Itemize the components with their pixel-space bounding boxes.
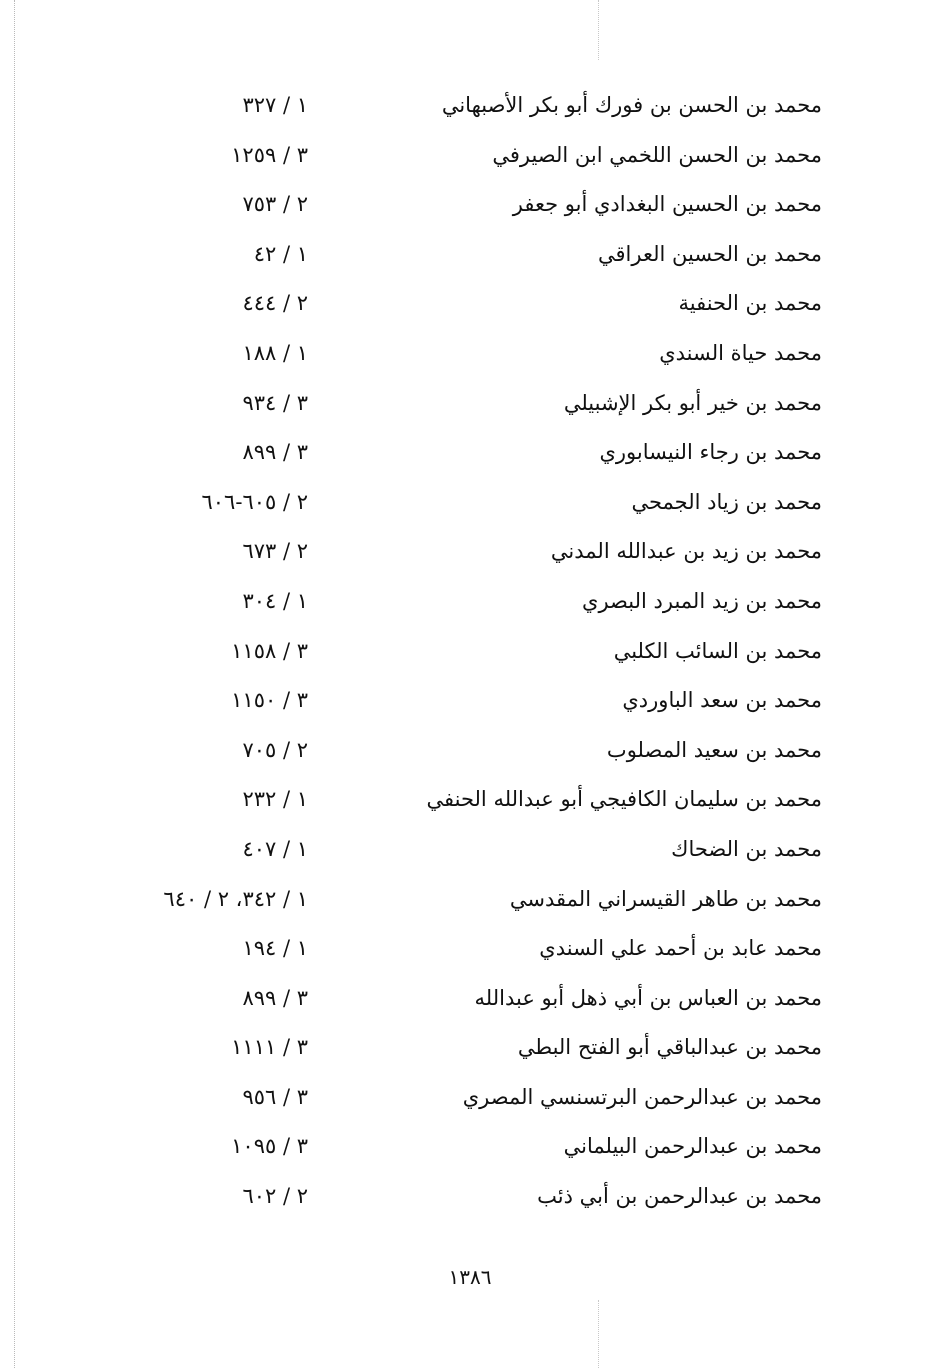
entry-name: محمد بن زيد المبرد البصري bbox=[582, 588, 822, 613]
entry-reference: ١ / ٣٤٢، ٢ / ٦٤٠ bbox=[163, 886, 308, 911]
index-entry bbox=[90, 677, 830, 727]
index-entry bbox=[90, 380, 830, 430]
index-entry bbox=[90, 1024, 830, 1074]
page-number-text: ١٣٨٦ bbox=[448, 1265, 492, 1289]
entry-name: محمد بن عبدالرحمن البيلماني bbox=[563, 1134, 822, 1159]
entry-name: محمد بن سعيد المصلوب bbox=[606, 737, 822, 762]
index-entry bbox=[90, 826, 830, 876]
entry-reference: ٢ / ٦٧٣ bbox=[242, 539, 308, 564]
entry-name: محمد حياة السندي bbox=[659, 340, 822, 365]
index-entry bbox=[90, 429, 830, 479]
index-entry bbox=[90, 628, 830, 678]
entry-reference: ١ / ٤٠٧ bbox=[242, 836, 308, 861]
entry-reference: ٣ / ١١١١ bbox=[231, 1035, 308, 1060]
scan-edge-dots-top bbox=[598, 0, 599, 60]
entry-reference: ١ / ٣٠٤ bbox=[242, 588, 308, 613]
entry-reference: ٣ / ٩٥٦ bbox=[242, 1084, 308, 1109]
index-entry bbox=[90, 975, 830, 1025]
entry-name: محمد عابد بن أحمد علي السندي bbox=[539, 936, 822, 961]
entry-reference: ١ / ١٨٨ bbox=[242, 340, 308, 365]
index-entry bbox=[90, 727, 830, 777]
index-entry bbox=[90, 82, 830, 132]
entry-name: محمد بن عبدالباقي أبو الفتح البطي bbox=[517, 1035, 822, 1060]
index-entry bbox=[90, 528, 830, 578]
entry-reference: ١ / ١٩٤ bbox=[242, 936, 308, 961]
entry-name: محمد بن خير أبو بكر الإشبيلي bbox=[563, 390, 822, 415]
entry-name: محمد بن سليمان الكافيجي أبو عبدالله الحنفي bbox=[426, 787, 822, 812]
entry-name: محمد بن طاهر القيسراني المقدسي bbox=[509, 886, 822, 911]
index-entry bbox=[90, 280, 830, 330]
entry-reference: ٣ / ١٠٩٥ bbox=[231, 1134, 308, 1159]
index-entry bbox=[90, 1123, 830, 1173]
entry-reference: ٣ / ١٢٥٩ bbox=[231, 142, 308, 167]
entry-reference: ٣ / ١١٥٠ bbox=[231, 688, 308, 713]
entry-name: محمد بن الحسن بن فورك أبو بكر الأصبهاني bbox=[441, 93, 822, 117]
index-entry bbox=[90, 776, 830, 826]
entry-name: محمد بن الحسن اللخمي ابن الصيرفي bbox=[492, 142, 822, 167]
entry-reference: ٢ / ٧٥٣ bbox=[242, 192, 308, 217]
index-entry bbox=[90, 1074, 830, 1124]
index-entry bbox=[90, 330, 830, 380]
entry-reference: ٢ / ٦٠٢ bbox=[242, 1184, 308, 1209]
entry-reference: ١ / ٣٢٧ bbox=[242, 93, 308, 117]
entry-name: محمد بن زيد بن عبدالله المدني bbox=[550, 539, 822, 564]
entry-reference: ٣ / ١١٥٨ bbox=[231, 638, 308, 663]
entry-name: محمد بن السائب الكلبي bbox=[613, 638, 822, 663]
entry-reference: ٣ / ٨٩٩ bbox=[242, 985, 308, 1010]
entry-reference: ١ / ٢٣٢ bbox=[242, 787, 308, 812]
entry-name: محمد بن زياد الجمحي bbox=[631, 489, 822, 514]
entry-reference: ١ / ٤٢ bbox=[253, 241, 308, 266]
entry-name: محمد بن الحسين البغدادي أبو جعفر bbox=[512, 192, 822, 217]
entry-reference: ٢ / ٦٠٥-٦٠٦ bbox=[201, 489, 308, 514]
entry-name: محمد بن رجاء النيسابوري bbox=[599, 440, 822, 465]
entry-name: محمد بن الحنفية bbox=[678, 291, 822, 316]
index-entry bbox=[90, 181, 830, 231]
name-index-list bbox=[90, 82, 830, 1223]
scan-edge-dots-bottom bbox=[598, 1300, 599, 1368]
entry-reference: ٢ / ٤٤٤ bbox=[242, 291, 308, 316]
index-entry bbox=[90, 132, 830, 182]
index-entry bbox=[90, 925, 830, 975]
index-entry bbox=[90, 876, 830, 926]
entry-name: محمد بن عبدالرحمن البرتسنسي المصري bbox=[462, 1084, 822, 1109]
entry-name: محمد بن الضحاك bbox=[671, 836, 822, 861]
entry-name: محمد بن عبدالرحمن بن أبي ذئب bbox=[537, 1184, 822, 1209]
page-number bbox=[0, 1262, 932, 1292]
index-entry bbox=[90, 1173, 830, 1223]
entry-reference: ٣ / ٨٩٩ bbox=[242, 440, 308, 465]
entry-reference: ٢ / ٧٠٥ bbox=[242, 737, 308, 762]
index-entry bbox=[90, 231, 830, 281]
index-entry bbox=[90, 578, 830, 628]
entry-reference: ٣ / ٩٣٤ bbox=[242, 390, 308, 415]
scan-edge-dots-left bbox=[14, 0, 15, 1368]
entry-name: محمد بن سعد الباوردي bbox=[622, 688, 822, 713]
entry-name: محمد بن العباس بن أبي ذهل أبو عبدالله bbox=[474, 985, 822, 1010]
index-entry bbox=[90, 479, 830, 529]
entry-name: محمد بن الحسين العراقي bbox=[598, 241, 822, 266]
